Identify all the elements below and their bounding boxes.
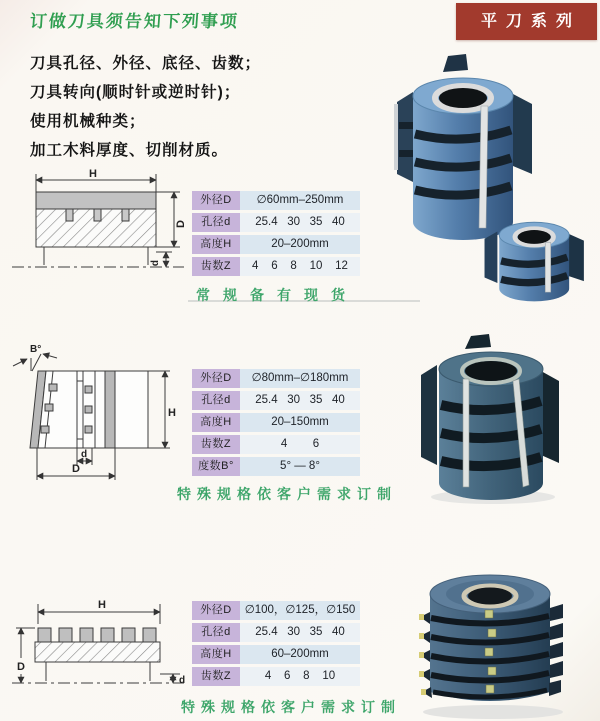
- note-line: 使用机械种类；: [30, 113, 146, 130]
- table-row: [192, 435, 360, 454]
- dim-label-H: H: [89, 168, 97, 180]
- dim-label-H: H: [98, 599, 106, 611]
- table-row: [192, 667, 360, 686]
- spec-table-bevel-cutter: [192, 369, 360, 479]
- row-value: ∅80mm–∅180mm: [240, 369, 360, 388]
- row-value: 25.4 30 35 40: [240, 623, 360, 642]
- flat-cutter-cross-section-drawing: [8, 166, 190, 278]
- dim-label-H: H: [168, 407, 176, 419]
- table-row: [192, 191, 360, 210]
- table-row: [192, 413, 360, 432]
- dim-label-d: d: [178, 675, 186, 686]
- bevel-cutter-side-view-drawing: [5, 338, 190, 483]
- page-title: 订做刀具须告知下列事项: [29, 12, 240, 31]
- small-cutter-head: [485, 222, 584, 301]
- flat-cutter-product-photo: [385, 52, 597, 302]
- finger-joint-cross-section-drawing: [8, 584, 188, 696]
- table-row: [192, 645, 360, 664]
- note-line: 加工木料厚度、切削材质。: [30, 142, 229, 159]
- dim-label-d: d: [80, 449, 88, 460]
- row-value: 25.4 30 35 40: [240, 213, 360, 232]
- row-label: 高度H: [192, 235, 240, 254]
- note-line: 刀具孔径、外径、底径、齿数；: [30, 55, 262, 72]
- table-row: [192, 257, 360, 276]
- row-label: 齿数Z: [192, 667, 240, 686]
- table-row: [192, 601, 360, 620]
- table-row: [192, 457, 360, 476]
- row-label: 高度H: [192, 645, 240, 664]
- stock-caption: 常规备有现货: [196, 287, 358, 303]
- spec-table-finger-joint: [192, 601, 360, 689]
- right-tooth-edge: [549, 604, 563, 696]
- table-row: [192, 369, 360, 388]
- dim-label-angle: B°: [30, 344, 42, 355]
- spec-table-flat-cutter: [192, 191, 360, 279]
- note-line: 刀具转向(顺时针或逆时针)；: [30, 84, 241, 101]
- table-row: [192, 623, 360, 642]
- ordering-notes: [30, 49, 261, 165]
- dim-label-D: D: [175, 220, 187, 228]
- row-value: 4 6 8 10: [240, 667, 360, 686]
- row-label: 度数B°: [192, 457, 240, 476]
- row-label: 外径D: [192, 191, 240, 210]
- bevel-cutter-product-photo: [405, 333, 597, 511]
- row-value: 25.4 30 35 40: [240, 391, 360, 410]
- series-badge: 平刀系列: [456, 3, 597, 40]
- row-label: 孔径d: [192, 391, 240, 410]
- table-row: [192, 235, 360, 254]
- row-value: 20–150mm: [240, 413, 360, 432]
- row-value: ∅100，∅125，∅150: [240, 601, 360, 620]
- row-value: 4 6: [240, 435, 360, 454]
- dim-label-d: d: [150, 259, 161, 267]
- custom-order-caption: 特殊规格依客户需求订制: [177, 486, 397, 502]
- table-row: [192, 213, 360, 232]
- row-label: 外径D: [192, 369, 240, 388]
- row-label: 孔径d: [192, 213, 240, 232]
- finger-joint-product-photo: [393, 568, 593, 721]
- dim-label-D: D: [72, 463, 80, 475]
- row-value: 20–200mm: [240, 235, 360, 254]
- row-label: 齿数Z: [192, 435, 240, 454]
- custom-order-caption: 特殊规格依客户需求订制: [181, 699, 401, 715]
- large-cutter-head: [394, 54, 532, 240]
- row-label: 齿数Z: [192, 257, 240, 276]
- row-label: 外径D: [192, 601, 240, 620]
- row-value: 60–200mm: [240, 645, 360, 664]
- row-value: 4 6 8 10 12: [240, 257, 360, 276]
- row-label: 高度H: [192, 413, 240, 432]
- dim-label-D: D: [17, 661, 25, 673]
- table-row: [192, 391, 360, 410]
- row-value: ∅60mm–250mm: [240, 191, 360, 210]
- row-label: 孔径d: [192, 623, 240, 642]
- row-value: 5° — 8°: [240, 457, 360, 476]
